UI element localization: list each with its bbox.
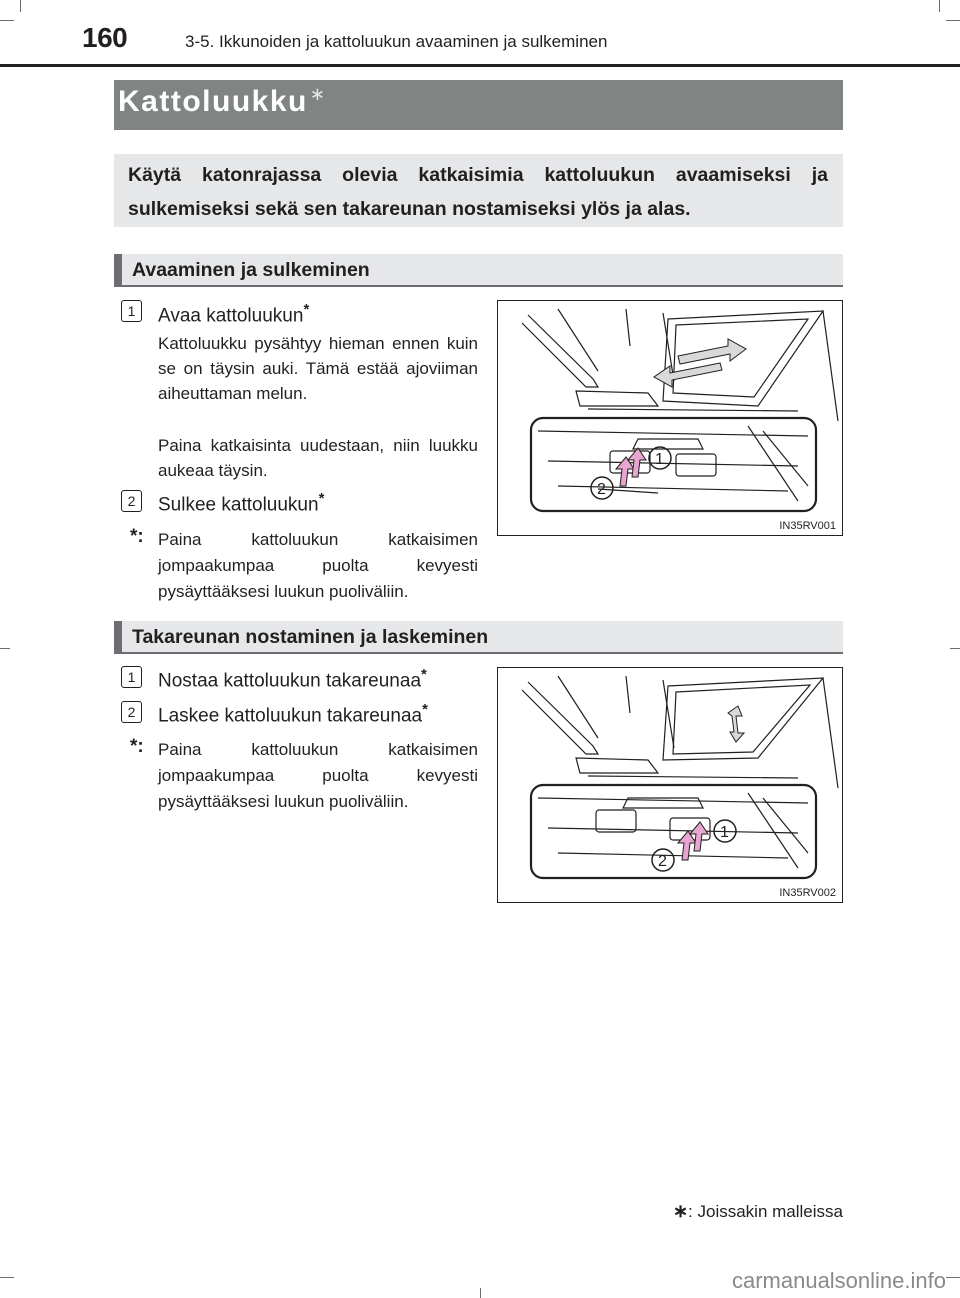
crop-mark (946, 1277, 960, 1278)
crop-mark (480, 1288, 481, 1298)
item-text: Avaa kattoluukun (158, 305, 304, 327)
item-text: Nostaa kattoluukun takareunaa (158, 670, 422, 692)
section-header: 3-5. Ikkunoiden ja kattoluukun avaaminen ja sulkeminen (185, 32, 608, 51)
header-rule (0, 64, 960, 67)
illustration-sunroof-tilt (497, 667, 843, 903)
item-label (158, 301, 309, 327)
footnote (673, 1201, 843, 1222)
intro-text: Käytä katonrajassa olevia katkaisimia kattoluukun avaamiseksi ja sulkemiseksi sekä sen takareunan nostamiseksi ylös ja alas. (128, 164, 828, 220)
item-number-badge: 2 (121, 701, 142, 723)
figure-code: IN35RV001 (779, 520, 836, 532)
item-number-badge: 1 (121, 300, 142, 322)
section-heading-bar (114, 621, 843, 654)
illustration-sunroof-open-close (497, 300, 843, 536)
item-number-badge: 1 (121, 666, 142, 688)
page-number: 160 (82, 22, 128, 53)
item-star: * (421, 666, 427, 683)
section-heading: Avaaminen ja sulkeminen (132, 259, 370, 281)
item-label (158, 701, 428, 727)
sunroof-switch-drawing (498, 301, 844, 537)
note-marker: *: (130, 526, 144, 547)
note-marker: *: (130, 736, 144, 757)
item-star: * (318, 490, 325, 507)
callout-label: 1 (655, 451, 664, 468)
callout-label: 2 (597, 481, 606, 498)
paragraph: Paina katkaisinta uudestaan, niin luukku aukeaa täysin. (158, 436, 478, 480)
item-number-badge: 2 (121, 490, 142, 512)
section-accent (114, 621, 122, 652)
section-accent (114, 254, 122, 285)
callout-label: 2 (658, 853, 667, 870)
footnote-star: ∗ (672, 1201, 689, 1221)
paragraph: Kattoluukku pysähtyy hieman ennen kuin se on täysin auki. Tämä estää ajoviiman aiheuttaman melun. (158, 334, 478, 403)
crop-mark (950, 648, 960, 649)
figure-code: IN35RV002 (779, 887, 836, 899)
item-label (158, 666, 427, 692)
section-heading: Takareunan nostaminen ja laskeminen (132, 626, 489, 648)
section-heading-bar (114, 254, 843, 287)
item-label (158, 490, 324, 516)
title-star: ∗ (309, 84, 327, 104)
item-star: * (303, 301, 310, 318)
page-title (118, 84, 326, 119)
footnote-text: : Joissakin malleissa (688, 1202, 843, 1221)
note-text: Paina kattoluukun katkaisimen jompaakumpaa puolta kevyesti pysäyttääksesi luukun puoliväliin. (158, 530, 478, 601)
note-text: Paina kattoluukun katkaisimen jompaakumpaa puolta kevyesti pysäyttääksesi luukun puoliväliin. (158, 740, 478, 811)
crop-mark (20, 0, 21, 12)
page-title-text: Kattoluukku (118, 85, 308, 118)
item-text: Laskee kattoluukun takareunaa (158, 705, 423, 727)
crop-mark (946, 20, 960, 21)
crop-mark (939, 0, 940, 12)
item-star: * (422, 701, 428, 718)
item-text: Sulkee kattoluukun (158, 494, 319, 516)
crop-mark (0, 648, 10, 649)
watermark: carmanualsonline.info (731, 1268, 946, 1293)
crop-mark (0, 20, 14, 21)
callout-label: 1 (720, 824, 729, 841)
crop-mark (0, 1277, 14, 1278)
sunroof-tilt-drawing (498, 668, 844, 904)
